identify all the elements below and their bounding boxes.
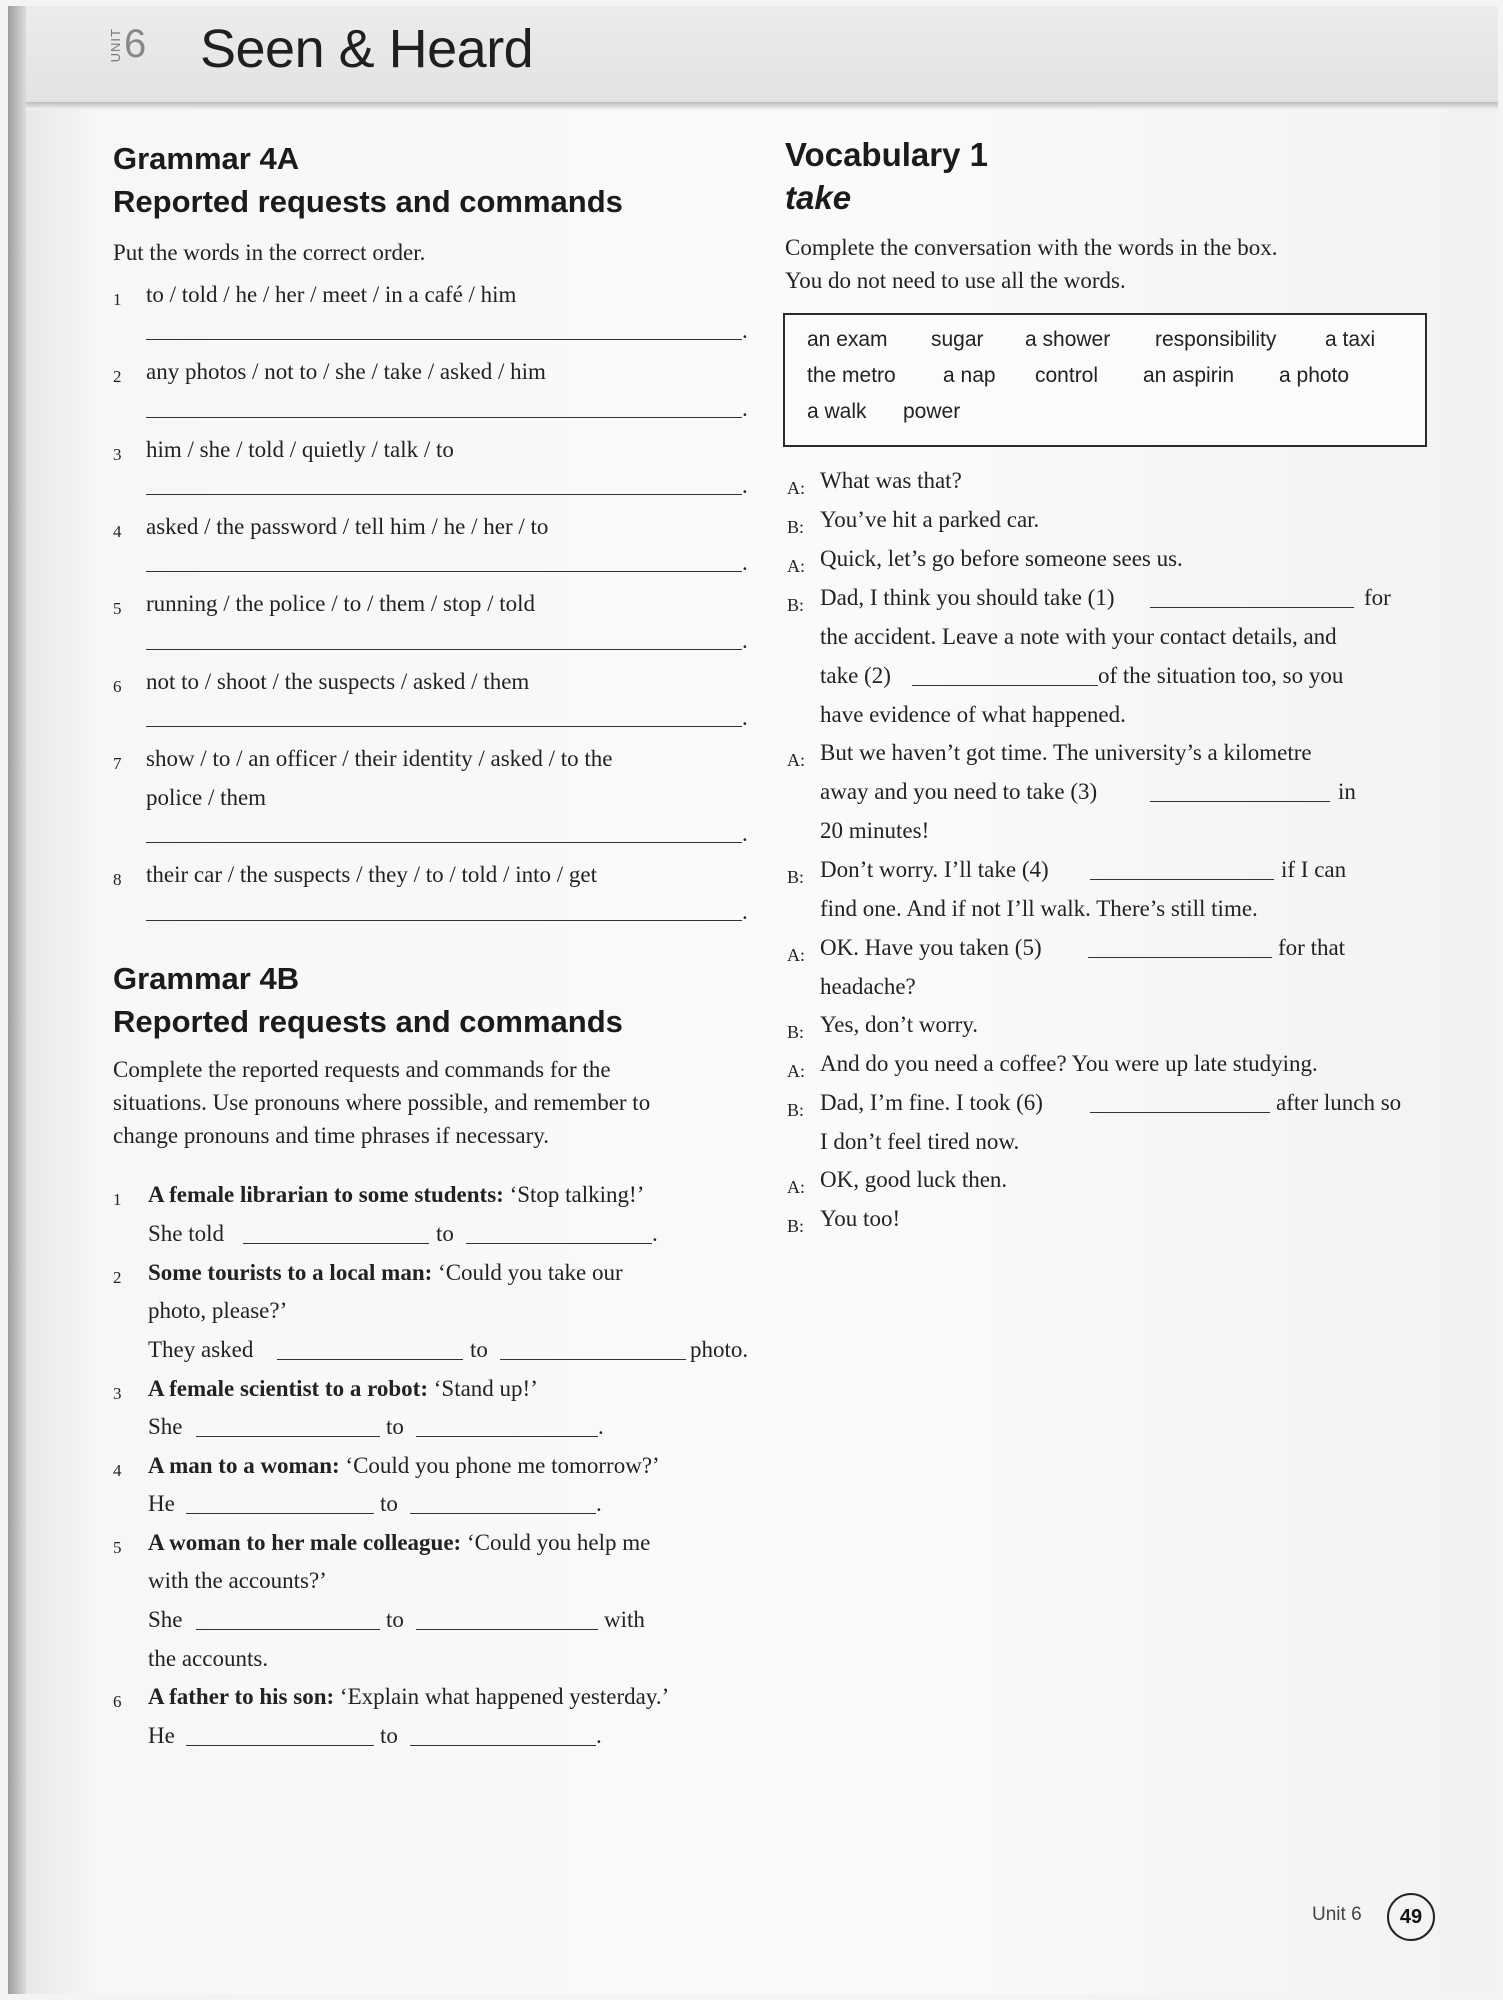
item-prompt: show / to / an officer / their identity / asked / to the xyxy=(146,746,613,771)
grammar-4b-title: Grammar 4B xyxy=(113,961,300,996)
answer-blank[interactable] xyxy=(277,1359,463,1360)
item-prompt: any photos / not to / she / take / asked / him xyxy=(146,359,546,384)
dialogue-line: Dad, I’m fine. I took (6) xyxy=(820,1090,1043,1115)
page-spine xyxy=(8,6,26,1994)
answer-line[interactable] xyxy=(146,571,742,572)
answer-blank[interactable] xyxy=(196,1436,380,1437)
answer-blank[interactable] xyxy=(410,1513,596,1514)
word-box-item: a taxi xyxy=(1325,328,1376,351)
word-box-item: a walk xyxy=(807,400,867,423)
item-prompt-continued: police / them xyxy=(146,785,267,810)
dialogue-line: of the situation too, so you xyxy=(1098,663,1344,688)
speaker-label: B: xyxy=(787,1216,805,1236)
situation-quote: ‘Could you phone me tomorrow?’ xyxy=(339,1453,660,1478)
item-number: 1 xyxy=(113,1190,122,1209)
answer-end: photo. xyxy=(690,1337,749,1362)
answer-line[interactable] xyxy=(146,339,742,340)
item-prompt: asked / the password / tell him / he / her / to xyxy=(146,514,549,539)
answer-to: to xyxy=(436,1221,454,1246)
situation-line xyxy=(148,1530,650,1556)
dialogue-line: You’ve hit a parked car. xyxy=(820,507,1040,532)
dialogue-line: for xyxy=(1364,585,1391,610)
vocabulary-1-subtitle: take xyxy=(785,179,852,216)
answer-end: . xyxy=(652,1221,658,1246)
answer-blank[interactable] xyxy=(196,1629,380,1630)
instruction-line: change pronouns and time phrases if necessary. xyxy=(113,1123,550,1148)
dialogue-line: have evidence of what happened. xyxy=(820,702,1126,727)
situation-label: A father to his son: xyxy=(148,1684,335,1709)
word-box-item: a shower xyxy=(1025,328,1111,351)
item-number: 8 xyxy=(113,870,122,889)
situation-line xyxy=(148,1182,644,1208)
answer-blank[interactable] xyxy=(466,1243,652,1244)
dialogue-line: if I can xyxy=(1281,857,1347,882)
instruction-line: situations. Use pronouns where possible, and remember to xyxy=(113,1090,651,1115)
answer-blank[interactable] xyxy=(416,1436,598,1437)
grammar-4b-instruction xyxy=(113,1053,650,1152)
answer-line[interactable] xyxy=(146,649,742,650)
dialogue-line: Yes, don’t worry. xyxy=(820,1012,979,1037)
answer-blank[interactable] xyxy=(416,1629,598,1630)
answer-to: to xyxy=(386,1414,404,1439)
answer-blank[interactable] xyxy=(186,1745,374,1746)
answer-with: with xyxy=(604,1607,645,1632)
page-number: 49 xyxy=(1387,1893,1435,1941)
item-number: 5 xyxy=(113,1538,122,1557)
situation-label: Some tourists to a local man: xyxy=(148,1260,433,1285)
item-number: 2 xyxy=(113,367,122,386)
answer-blank[interactable] xyxy=(500,1359,686,1360)
word-box-item: an exam xyxy=(807,328,888,351)
vocabulary-1-title: Vocabulary 1 xyxy=(785,136,988,173)
item-prompt: to / told / he / her / meet / in a café / him xyxy=(146,282,517,307)
situation-line xyxy=(148,1260,623,1286)
answer-subject: She told xyxy=(148,1221,225,1246)
item-number: 3 xyxy=(113,1384,122,1403)
word-box-item: an aspirin xyxy=(1143,364,1235,387)
situation-quote: ‘Stand up!’ xyxy=(428,1376,538,1401)
dialogue-line: Quick, let’s go before someone sees us. xyxy=(820,546,1183,571)
gap-2-blank[interactable] xyxy=(912,685,1098,686)
word-box xyxy=(783,313,1427,447)
word-box-item: a photo xyxy=(1279,364,1350,387)
item-number: 4 xyxy=(113,522,122,541)
dialogue-line: away and you need to take (3) xyxy=(820,779,1098,804)
dialogue-line: in xyxy=(1338,779,1356,804)
answer-subject: He xyxy=(148,1723,175,1748)
situation-quote-continued: photo, please?’ xyxy=(148,1298,288,1323)
grammar-4b-heading xyxy=(113,957,623,1043)
unit-number: 6 xyxy=(124,22,147,66)
answer-line[interactable] xyxy=(146,417,742,418)
situation-label: A female librarian to some students: xyxy=(148,1182,504,1207)
speaker-label: A: xyxy=(787,945,805,965)
page-title: Seen & Heard xyxy=(200,19,534,79)
situation-label: A female scientist to a robot: xyxy=(148,1376,428,1401)
grammar-4a-subtitle: Reported requests and commands xyxy=(113,184,623,219)
grammar-4a-heading xyxy=(113,137,623,223)
word-box-item: sugar xyxy=(931,328,984,351)
dialogue-line: the accident. Leave a note with your contact details, and xyxy=(820,624,1337,649)
answer-to: to xyxy=(380,1723,398,1748)
dialogue-line: But we haven’t got time. The university’s a kilometre xyxy=(820,740,1312,765)
item-number: 2 xyxy=(113,1268,122,1287)
answer-line[interactable] xyxy=(146,920,742,921)
gap-3-blank[interactable] xyxy=(1150,801,1330,802)
answer-subject: He xyxy=(148,1491,175,1516)
answer-end: . xyxy=(596,1491,602,1516)
item-number: 7 xyxy=(113,754,122,773)
speaker-label: A: xyxy=(787,478,805,498)
speaker-label: A: xyxy=(787,556,805,576)
situation-line xyxy=(148,1376,538,1402)
instruction-line: Complete the reported requests and commands for the xyxy=(113,1057,611,1082)
dialogue-line: What was that? xyxy=(820,468,962,493)
item-prompt: him / she / told / quietly / talk / to xyxy=(146,437,454,462)
situation-quote: ‘Could you take our xyxy=(432,1260,623,1285)
vocabulary-1-instruction xyxy=(785,231,1278,297)
speaker-label: B: xyxy=(787,517,805,537)
vocabulary-1-heading xyxy=(785,133,988,219)
dialogue-line: find one. And if not I’ll walk. There’s still time. xyxy=(820,896,1258,921)
speaker-label: A: xyxy=(787,750,805,770)
item-number: 4 xyxy=(113,1461,122,1480)
answer-line[interactable] xyxy=(146,494,742,495)
speaker-label: B: xyxy=(787,595,805,615)
item-number: 6 xyxy=(113,677,122,696)
item-number: 1 xyxy=(113,290,122,309)
dialogue-line: Dad, I think you should take (1) xyxy=(820,585,1115,610)
situation-quote-continued: with the accounts?’ xyxy=(148,1568,327,1593)
grammar-4b-subtitle: Reported requests and commands xyxy=(113,1004,623,1039)
item-number: 3 xyxy=(113,445,122,464)
gap-6-blank[interactable] xyxy=(1090,1112,1270,1113)
answer-to: to xyxy=(380,1491,398,1516)
answer-subject: She xyxy=(148,1607,183,1632)
unit-label: UNIT xyxy=(108,28,123,63)
answer-line[interactable] xyxy=(146,842,742,843)
answer-subject: She xyxy=(148,1414,183,1439)
answer-end: the accounts. xyxy=(148,1646,269,1671)
situation-quote: ‘Stop talking!’ xyxy=(503,1182,645,1207)
answer-to: to xyxy=(386,1607,404,1632)
footer-unit: Unit 6 xyxy=(1312,1904,1362,1925)
item-prompt: their car / the suspects / they / to / told / into / get xyxy=(146,862,597,887)
dialogue-line: OK, good luck then. xyxy=(820,1167,1008,1192)
item-prompt: running / the police / to / them / stop / told xyxy=(146,591,536,616)
answer-blank[interactable] xyxy=(186,1513,374,1514)
word-box-item: a nap xyxy=(943,364,996,387)
instruction-line: Complete the conversation with the words in the box. xyxy=(785,235,1278,260)
grammar-4a-instruction: Put the words in the correct order. xyxy=(113,240,426,265)
answer-to: to xyxy=(470,1337,488,1362)
dialogue-line: 20 minutes! xyxy=(820,818,930,843)
answer-end: . xyxy=(596,1723,602,1748)
situation-quote: ‘Could you help me xyxy=(461,1530,651,1555)
situation-label: A man to a woman: xyxy=(148,1453,340,1478)
dialogue-line: headache? xyxy=(820,974,916,999)
speaker-label: B: xyxy=(787,867,805,887)
grammar-4a-title: Grammar 4A xyxy=(113,141,300,176)
item-prompt: not to / shoot / the suspects / asked / them xyxy=(146,669,530,694)
situation-line xyxy=(148,1684,669,1710)
situation-label: A woman to her male colleague: xyxy=(148,1530,462,1555)
dialogue-line: I don’t feel tired now. xyxy=(820,1129,1020,1154)
gap-5-blank[interactable] xyxy=(1088,957,1272,958)
dialogue-line: for that xyxy=(1278,935,1346,960)
dialogue-line: Don’t worry. I’ll take (4) xyxy=(820,857,1049,882)
dialogue-line: after lunch so xyxy=(1276,1090,1402,1115)
dialogue-line: And do you need a coffee? You were up late studying. xyxy=(820,1051,1318,1076)
word-box-item: responsibility xyxy=(1155,328,1277,351)
gap-4-blank[interactable] xyxy=(1090,879,1274,880)
instruction-line: You do not need to use all the words. xyxy=(785,268,1126,293)
dialogue-line: OK. Have you taken (5) xyxy=(820,935,1042,960)
answer-blank[interactable] xyxy=(243,1243,429,1244)
dialogue-line: take (2) xyxy=(820,663,891,688)
item-number: 6 xyxy=(113,1692,122,1711)
answer-subject: They asked xyxy=(148,1337,254,1362)
answer-line[interactable] xyxy=(146,726,742,727)
speaker-label: B: xyxy=(787,1022,805,1042)
answer-blank[interactable] xyxy=(410,1745,596,1746)
word-box-item: the metro xyxy=(807,364,896,387)
speaker-label: A: xyxy=(787,1061,805,1081)
speaker-label: A: xyxy=(787,1177,805,1197)
situation-line xyxy=(148,1453,660,1479)
header-divider xyxy=(8,102,1498,110)
item-number: 5 xyxy=(113,599,122,618)
answer-end: . xyxy=(598,1414,604,1439)
word-box-item: control xyxy=(1035,364,1099,387)
gap-1-blank[interactable] xyxy=(1150,607,1354,608)
word-box-item: power xyxy=(903,400,961,423)
speaker-label: B: xyxy=(787,1100,805,1120)
situation-quote: ‘Explain what happened yesterday.’ xyxy=(334,1684,670,1709)
dialogue-line: You too! xyxy=(820,1206,901,1231)
